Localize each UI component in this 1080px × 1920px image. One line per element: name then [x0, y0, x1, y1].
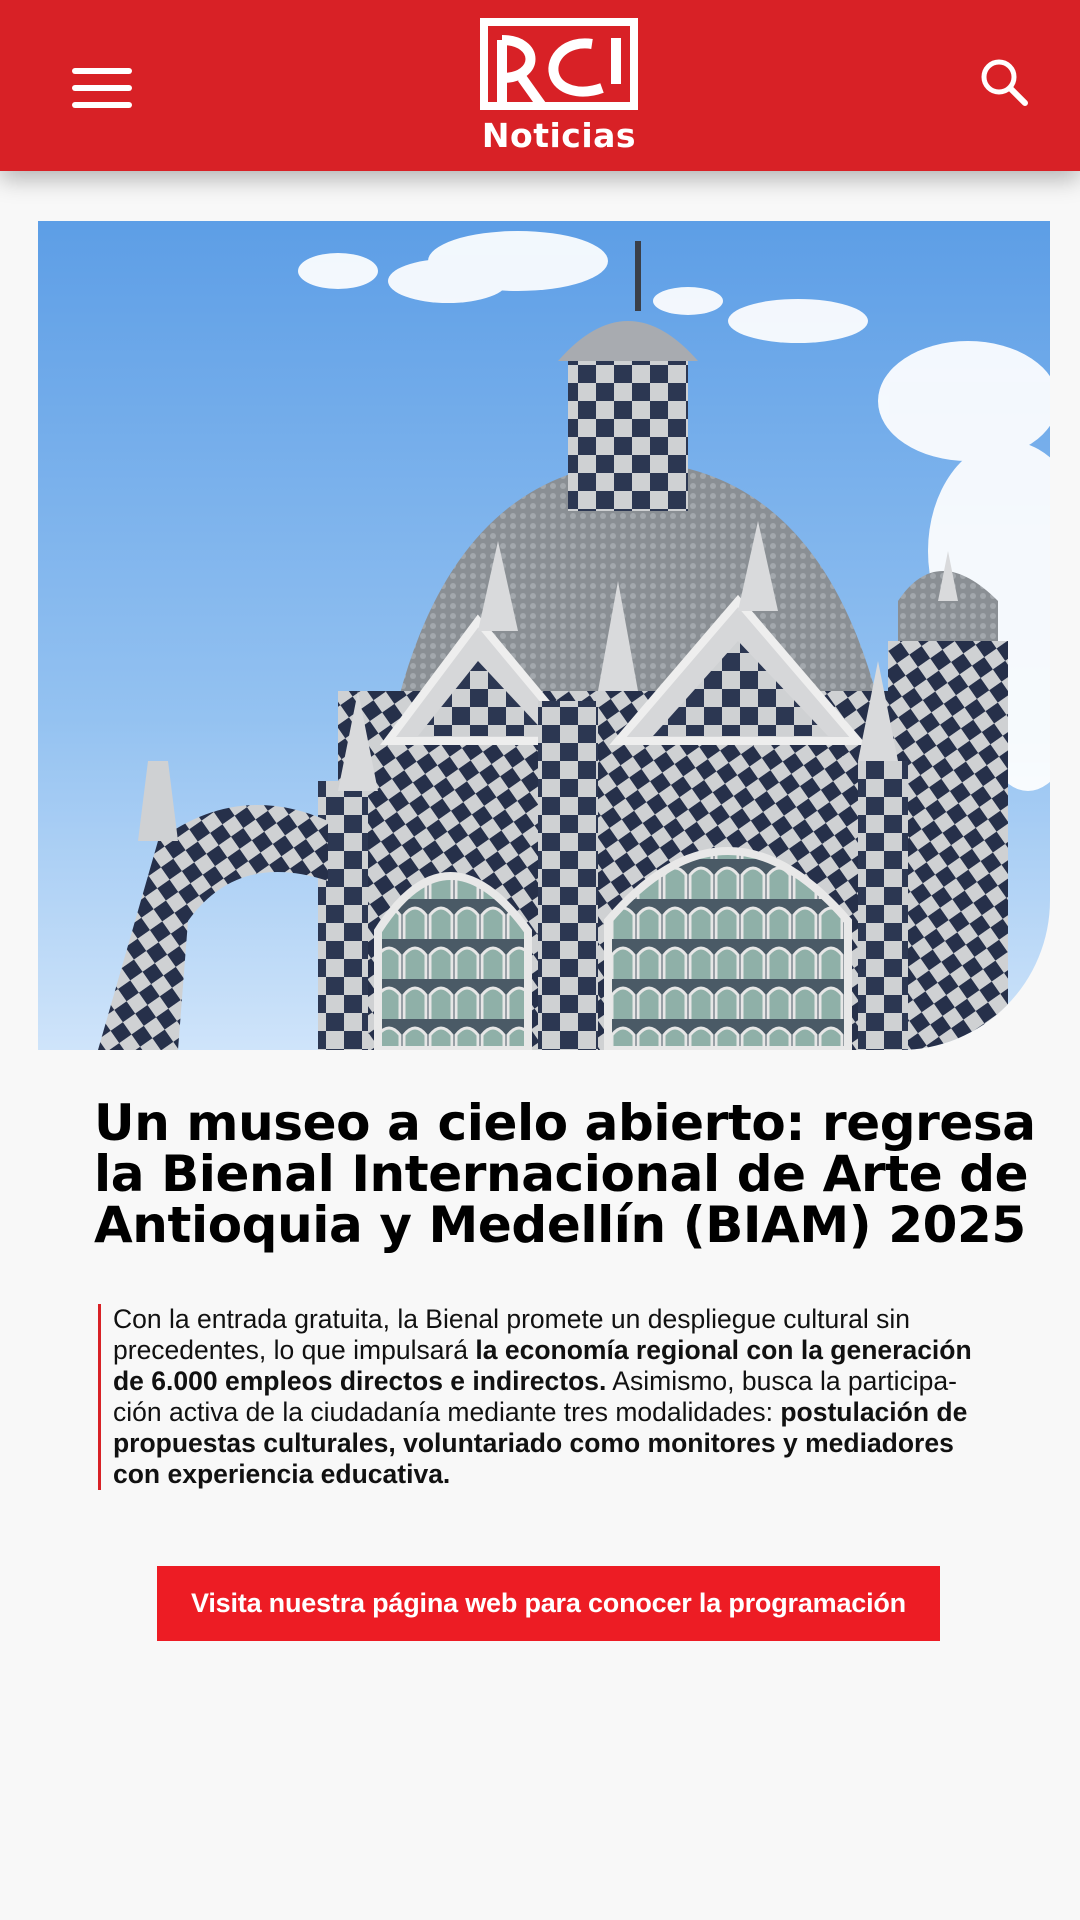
app-header: [0, 0, 1080, 171]
summary-highlight: la economía regional con la generación: [475, 1335, 972, 1365]
summary-highlight: de 6.000 empleos directos e indirectos.: [113, 1366, 607, 1396]
article-title-line: Un museo a cielo abierto: regresa: [94, 1094, 1036, 1152]
summary-text: Con la entrada gratuita, la Bienal promete un despliegue cultural sin: [113, 1304, 910, 1334]
logo-wordmark: Noticias: [481, 116, 637, 155]
summary-text: ción activa de la ciudadanía mediante tres modalidades:: [113, 1397, 781, 1427]
summary-text: Asimismo, busca la participa-: [606, 1366, 957, 1396]
rcn-logo-mark: [480, 18, 638, 110]
summary-highlight: con experiencia educativa.: [113, 1459, 451, 1489]
hero-image: [38, 221, 1050, 1050]
visit-website-button[interactable]: Visita nuestra página web para conocer la programación: [157, 1566, 940, 1641]
search-icon[interactable]: [978, 56, 1030, 108]
summary-highlight: postulación de: [780, 1397, 968, 1427]
article-title-line: Antioquia y Medellín (BIAM) 2025: [94, 1196, 1026, 1254]
hamburger-menu-icon[interactable]: [62, 58, 142, 118]
article-title-line: la Bienal Internacional de Arte de: [94, 1145, 1029, 1203]
summary-text: precedentes, lo que impulsará: [113, 1335, 476, 1365]
rcn-noticias-logo[interactable]: [470, 18, 648, 158]
summary-highlight: propuestas culturales, voluntariado como monitores y mediadores: [113, 1428, 954, 1458]
article-summary: [98, 1304, 993, 1490]
article-title: [94, 1094, 1036, 1254]
cathedral-dome-photo: [38, 221, 1050, 1050]
